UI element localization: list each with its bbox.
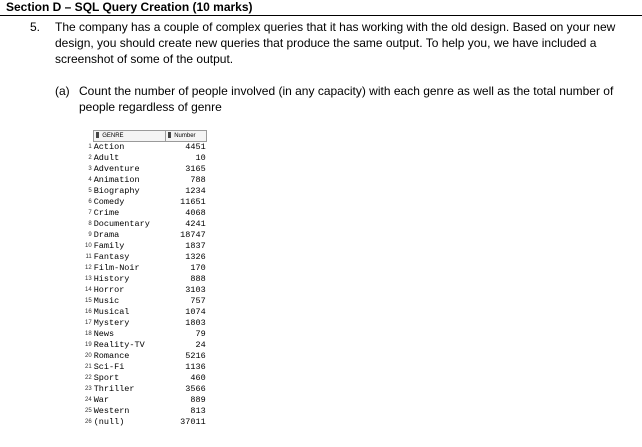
- table-row[interactable]: [85, 175, 207, 186]
- table-row[interactable]: [85, 274, 207, 285]
- row-number: 5: [88, 188, 92, 194]
- number-cell: 1326: [185, 252, 206, 262]
- row-number: 24: [85, 397, 92, 403]
- row-number-header: [85, 131, 94, 142]
- number-cell: 18747: [180, 230, 206, 240]
- genre-cell: History: [93, 274, 130, 284]
- number-cell: 3566: [185, 384, 206, 394]
- column-icon: [96, 132, 99, 138]
- table-row[interactable]: [85, 164, 207, 175]
- genre-cell: Film-Noir: [93, 263, 140, 273]
- table-row[interactable]: [85, 219, 207, 230]
- table-row[interactable]: [85, 252, 207, 263]
- row-number: 20: [85, 353, 92, 359]
- table-row[interactable]: [85, 142, 207, 154]
- number-cell: 4068: [185, 208, 206, 218]
- question-number: 5.: [30, 20, 41, 34]
- number-cell: 1234: [185, 186, 206, 196]
- number-cell: 11651: [180, 197, 206, 207]
- number-cell: 788: [190, 175, 206, 185]
- row-number: 22: [85, 375, 92, 381]
- number-header-label: Number: [174, 132, 196, 139]
- genre-cell: Crime: [93, 208, 120, 218]
- section-divider: [0, 15, 642, 16]
- table-row[interactable]: [85, 406, 207, 417]
- table-row[interactable]: [85, 241, 207, 252]
- genre-cell: Music: [93, 296, 120, 306]
- table-row[interactable]: [85, 230, 207, 241]
- genre-cell: Action: [93, 142, 125, 152]
- genre-cell: War: [93, 395, 109, 405]
- table-row[interactable]: [85, 307, 207, 318]
- number-cell: 170: [190, 263, 206, 273]
- genre-cell: Drama: [93, 230, 120, 240]
- row-number: 7: [88, 210, 92, 216]
- genre-cell: Western: [93, 406, 130, 416]
- row-number: 9: [88, 232, 92, 238]
- grid-header-row: [85, 131, 207, 142]
- number-cell: 3103: [185, 285, 206, 295]
- genre-cell: (null): [93, 417, 125, 427]
- number-cell: 460: [190, 373, 206, 383]
- row-number: 14: [85, 287, 92, 293]
- table-row[interactable]: [85, 263, 207, 274]
- number-cell: 4451: [185, 142, 206, 152]
- table-row[interactable]: [85, 373, 207, 384]
- row-number: 19: [85, 342, 92, 348]
- genre-cell: News: [93, 329, 115, 339]
- number-column-header[interactable]: [166, 131, 207, 142]
- number-cell: 813: [190, 406, 206, 416]
- genre-cell: Comedy: [93, 197, 125, 207]
- genre-column-header[interactable]: [94, 131, 166, 142]
- table-row[interactable]: [85, 329, 207, 340]
- table-row[interactable]: [85, 340, 207, 351]
- genre-cell: Mystery: [93, 318, 130, 328]
- row-number: 17: [85, 320, 92, 326]
- genre-cell: Documentary: [93, 219, 150, 229]
- genre-cell: Adult: [93, 153, 120, 163]
- table-row[interactable]: [85, 186, 207, 197]
- row-number: 13: [85, 276, 92, 282]
- row-number: 18: [85, 331, 92, 337]
- genre-cell: Sport: [93, 373, 120, 383]
- number-cell: 1837: [185, 241, 206, 251]
- table-row[interactable]: [85, 296, 207, 307]
- number-cell: 1074: [185, 307, 206, 317]
- part-text: Count the number of people involved (in any capacity) with each genre as well as the total number of people regardless of genre: [79, 84, 614, 114]
- table-row[interactable]: [85, 384, 207, 395]
- number-cell: 757: [190, 296, 206, 306]
- row-number: 16: [85, 309, 92, 315]
- number-cell: 3165: [185, 164, 206, 174]
- result-grid: [85, 130, 207, 428]
- grid-body: [85, 142, 207, 429]
- row-number: 21: [85, 364, 92, 370]
- genre-cell: Reality-TV: [93, 340, 145, 350]
- genre-cell: Romance: [93, 351, 130, 361]
- number-cell: 888: [190, 274, 206, 284]
- row-number: 2: [88, 155, 92, 161]
- number-cell: 24: [195, 340, 206, 350]
- number-cell: 4241: [185, 219, 206, 229]
- number-cell: 10: [195, 153, 206, 163]
- row-number: 12: [85, 265, 92, 271]
- genre-header-label: GENRE: [102, 132, 124, 139]
- row-number: 10: [85, 243, 92, 249]
- genre-cell: Musical: [93, 307, 130, 317]
- question-text: The company has a couple of complex queries that it has working with the old design. Based on your new design, you should create new queries that produce the same output. To help you, we have included a screenshot of some of the output.: [55, 20, 616, 66]
- genre-cell: Animation: [93, 175, 140, 185]
- table-row[interactable]: [85, 395, 207, 406]
- row-number: 11: [85, 254, 92, 260]
- table-row[interactable]: [85, 285, 207, 296]
- row-number: 26: [85, 419, 92, 425]
- table-row[interactable]: [85, 351, 207, 362]
- row-number: 8: [88, 221, 92, 227]
- number-cell: 5216: [185, 351, 206, 361]
- number-cell: 1136: [185, 362, 206, 372]
- row-number: 3: [88, 166, 92, 172]
- part-label: (a): [55, 84, 70, 98]
- row-number: 6: [88, 199, 92, 205]
- row-number: 25: [85, 408, 92, 414]
- column-icon: [168, 132, 171, 138]
- genre-cell: Adventure: [93, 164, 140, 174]
- genre-cell: Horror: [93, 285, 125, 295]
- number-cell: 79: [195, 329, 206, 339]
- table-row[interactable]: [85, 362, 207, 373]
- number-cell: 1803: [185, 318, 206, 328]
- section-title: Section D – SQL Query Creation (10 marks): [6, 0, 253, 14]
- row-number: 1: [88, 143, 92, 150]
- genre-cell: Biography: [93, 186, 140, 196]
- number-cell: 37011: [180, 417, 206, 427]
- table-row[interactable]: [85, 153, 207, 164]
- genre-cell: Thriller: [93, 384, 135, 394]
- row-number: 4: [88, 177, 92, 183]
- table-row[interactable]: [85, 318, 207, 329]
- table-row[interactable]: [85, 417, 207, 428]
- genre-cell: Family: [93, 241, 125, 251]
- row-number: 15: [85, 298, 92, 304]
- table-row[interactable]: [85, 197, 207, 208]
- row-number: 23: [85, 386, 92, 392]
- number-cell: 889: [190, 395, 206, 405]
- genre-cell: Fantasy: [93, 252, 130, 262]
- genre-cell: Sci-Fi: [93, 362, 125, 372]
- table-row[interactable]: [85, 208, 207, 219]
